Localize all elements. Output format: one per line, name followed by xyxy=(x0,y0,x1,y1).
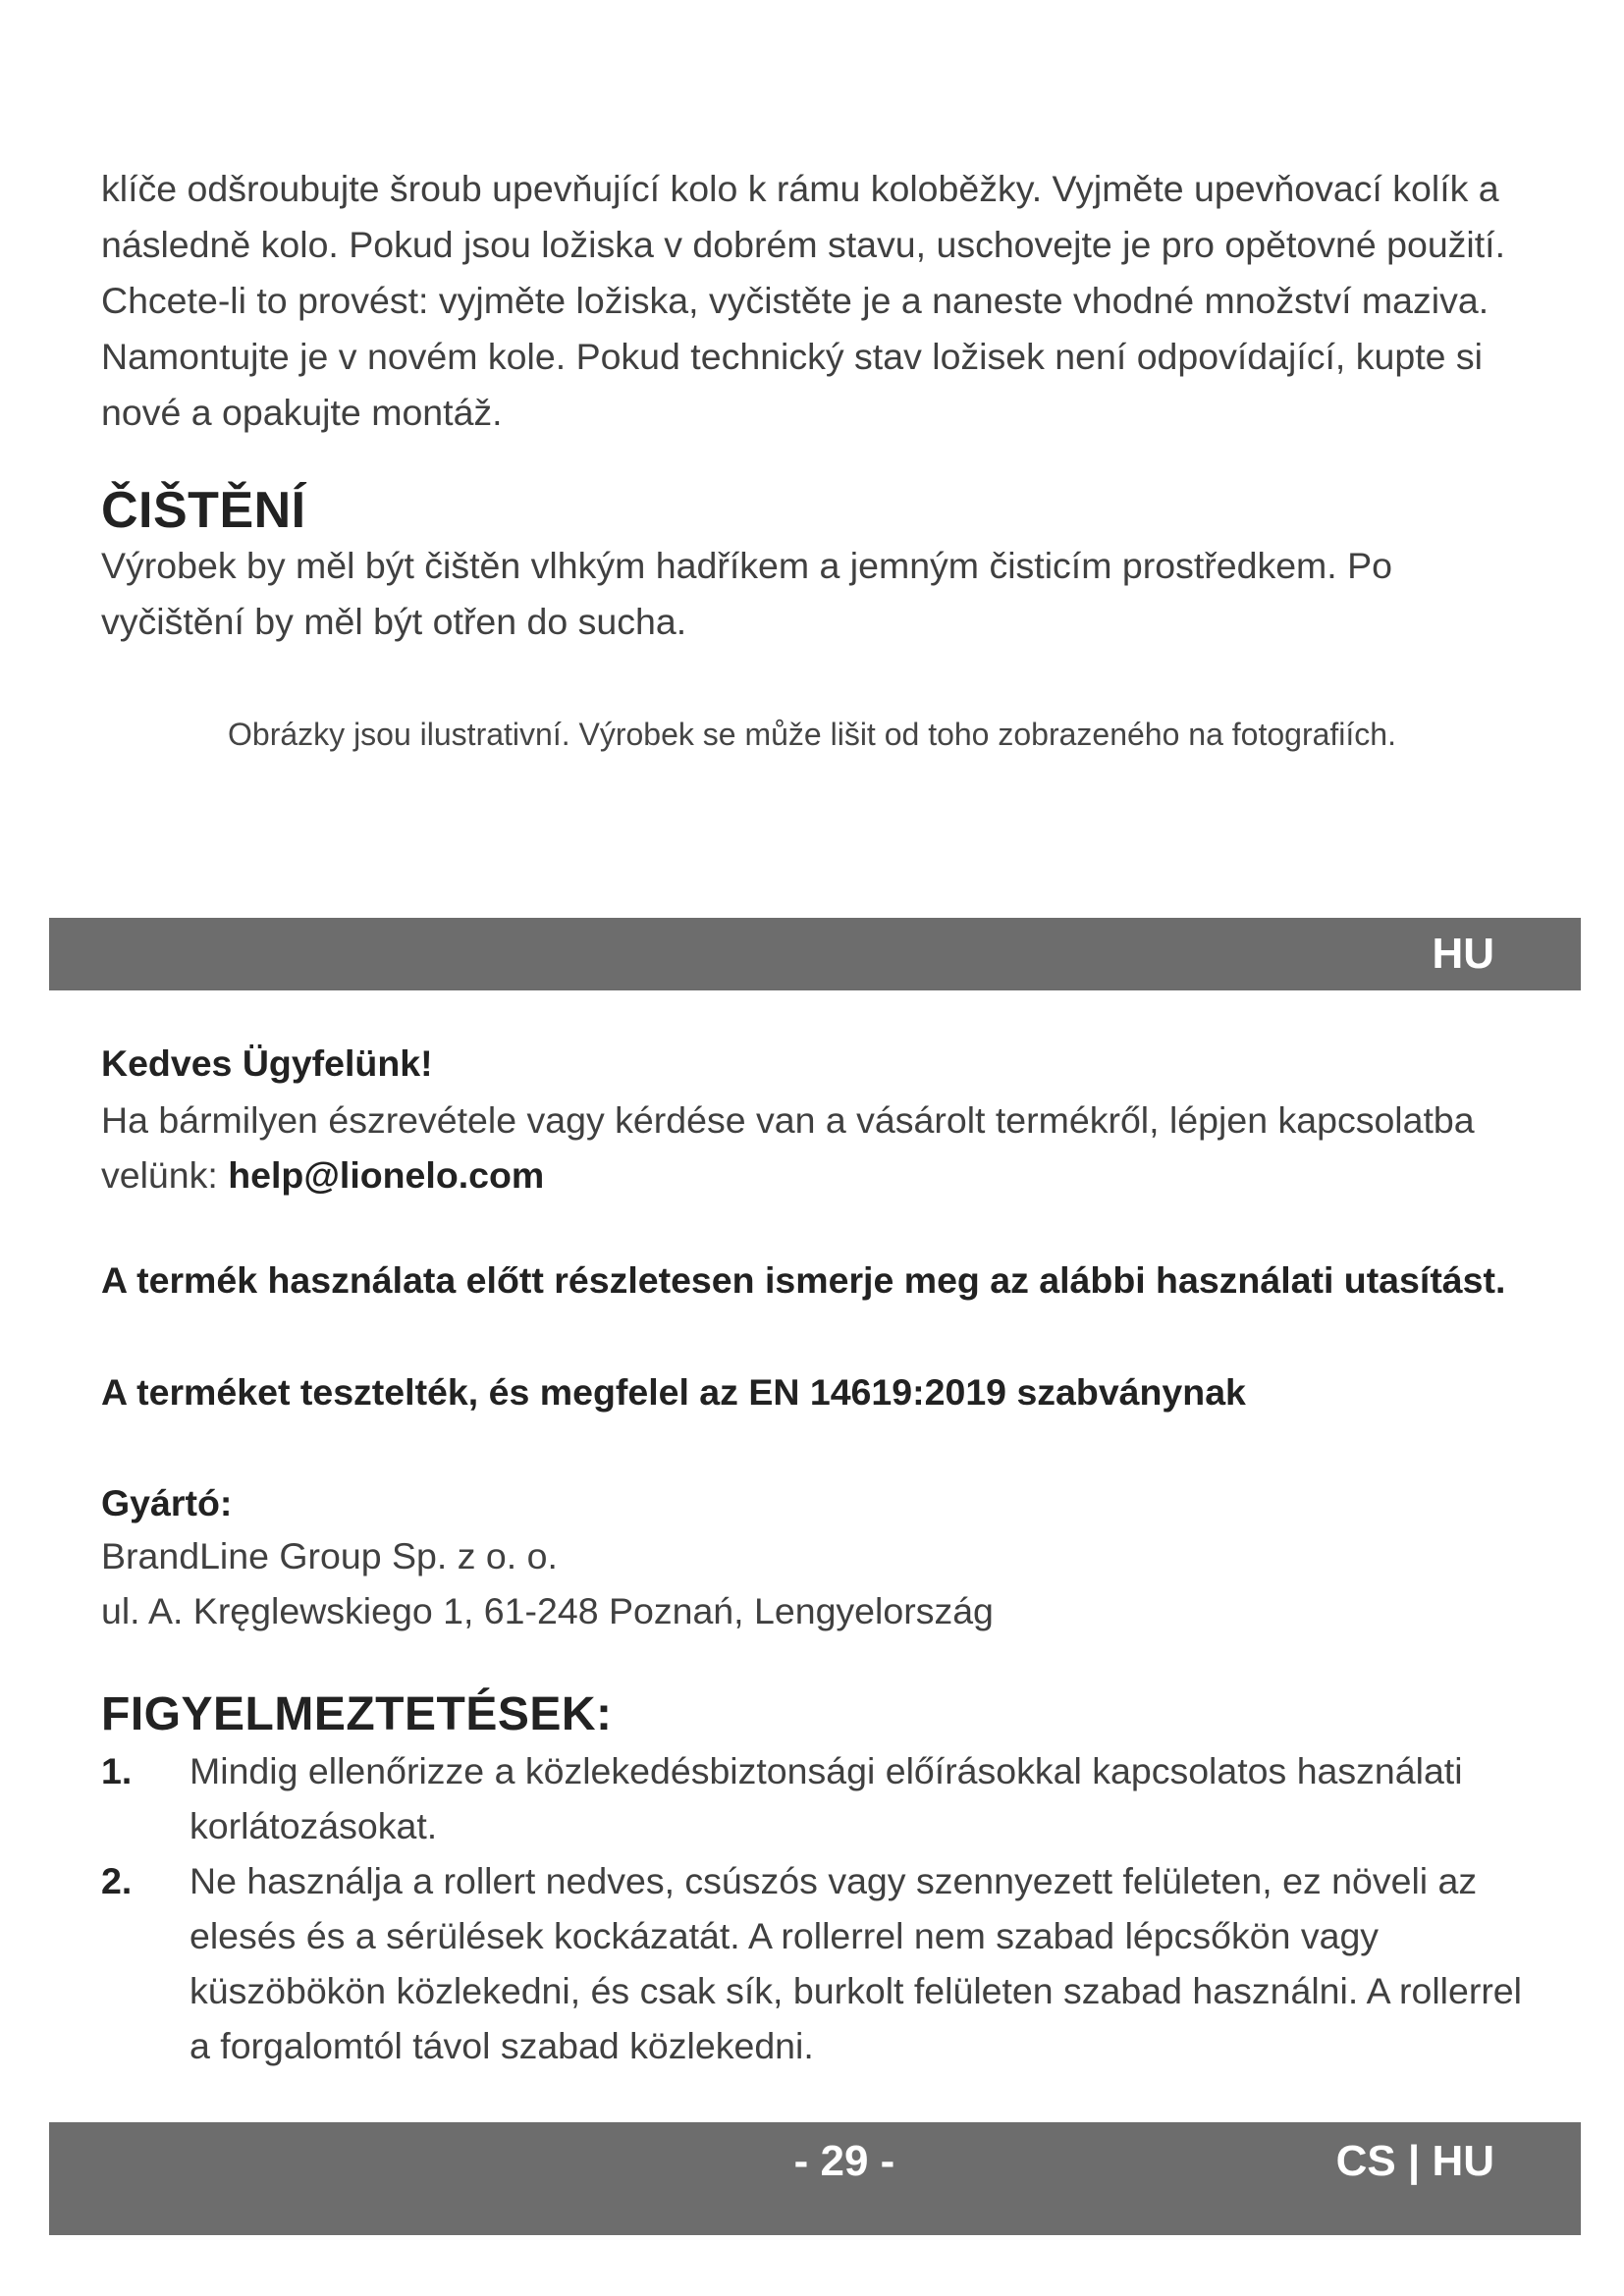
footer-languages: CS | HU xyxy=(1335,2137,1494,2185)
manufacturer-address: ul. A. Kręglewskiego 1, 61-248 Poznań, Lengyelország xyxy=(101,1590,994,1631)
standard-compliance-notice: A terméket tesztelték, és megfelel az EN 14619:2019 szabványnak xyxy=(101,1371,1246,1413)
warning-item xyxy=(101,1743,1535,1853)
customer-greeting: Kedves Ügyfelünk! xyxy=(101,1042,433,1084)
page-footer-band xyxy=(49,2122,1581,2235)
page-number: - 29 - xyxy=(793,2137,895,2185)
contact-text: Ha bármilyen észrevétele vagy kérdése van a vásárolt termékről, lépjen kapcsolatba velünk: xyxy=(101,1099,1475,1196)
warnings-list xyxy=(101,1743,1535,2073)
read-instructions-notice: A termék használata előtt részletesen ismerje meg az alábbi használati utasítást. xyxy=(101,1259,1506,1301)
illustration-note: Obrázky jsou ilustrativní. Výrobek se může lišit od toho zobrazeného na fotografiích. xyxy=(228,717,1396,752)
cleaning-paragraph: Výrobek by měl být čištěn vlhkým hadříkem a jemným čisticím prostředkem. Po vyčištění by měl být otřen do sucha. xyxy=(101,545,1392,642)
warning-number: 1. xyxy=(101,1750,133,1791)
language-header-band xyxy=(49,918,1581,990)
warning-item xyxy=(101,1853,1535,2073)
manufacturer-name: BrandLine Group Sp. z o. o. xyxy=(101,1535,558,1576)
manufacturer-label: Gyártó: xyxy=(101,1482,233,1523)
intro-paragraph: klíče odšroubujte šroub upevňující kolo k rámu koloběžky. Vyjměte upevňovací kolík a následně kolo. Pokud jsou ložiska v dobrém stavu, uschovejte je pro opětovné použití. Chcete-li to provést: vyjměte ložiska, vyčistěte je a naneste vhodné množství maziva. Namontujte je v novém kole. Pokud technický stav ložisek není odpovídající, kupte si nové a opakujte montáž. xyxy=(101,168,1506,433)
cleaning-heading: ČIŠTĚNÍ xyxy=(101,482,306,539)
warnings-heading: FIGYELMEZTETÉSEK: xyxy=(101,1688,613,1740)
language-label: HU xyxy=(1432,930,1494,978)
warning-text: Mindig ellenőrizze a közlekedésbiztonsági előírásokkal kapcsolatos használati korlátozásokat. xyxy=(189,1750,1463,1846)
contact-paragraph xyxy=(101,1093,1535,1202)
warning-text: Ne használja a rollert nedves, csúszós vagy szennyezett felületen, ez növeli az elesés és a sérülések kockázatát. A rollerrel nem szabad lépcsőkön vagy küszöbökön közlekedni, és csak sík, burkolt felületen szabad használni. A rollerrel a forgalomtól távol szabad közlekedni. xyxy=(189,1860,1522,2066)
contact-email-link[interactable]: help@lionelo.com xyxy=(228,1154,545,1196)
warning-number: 2. xyxy=(101,1860,133,1901)
